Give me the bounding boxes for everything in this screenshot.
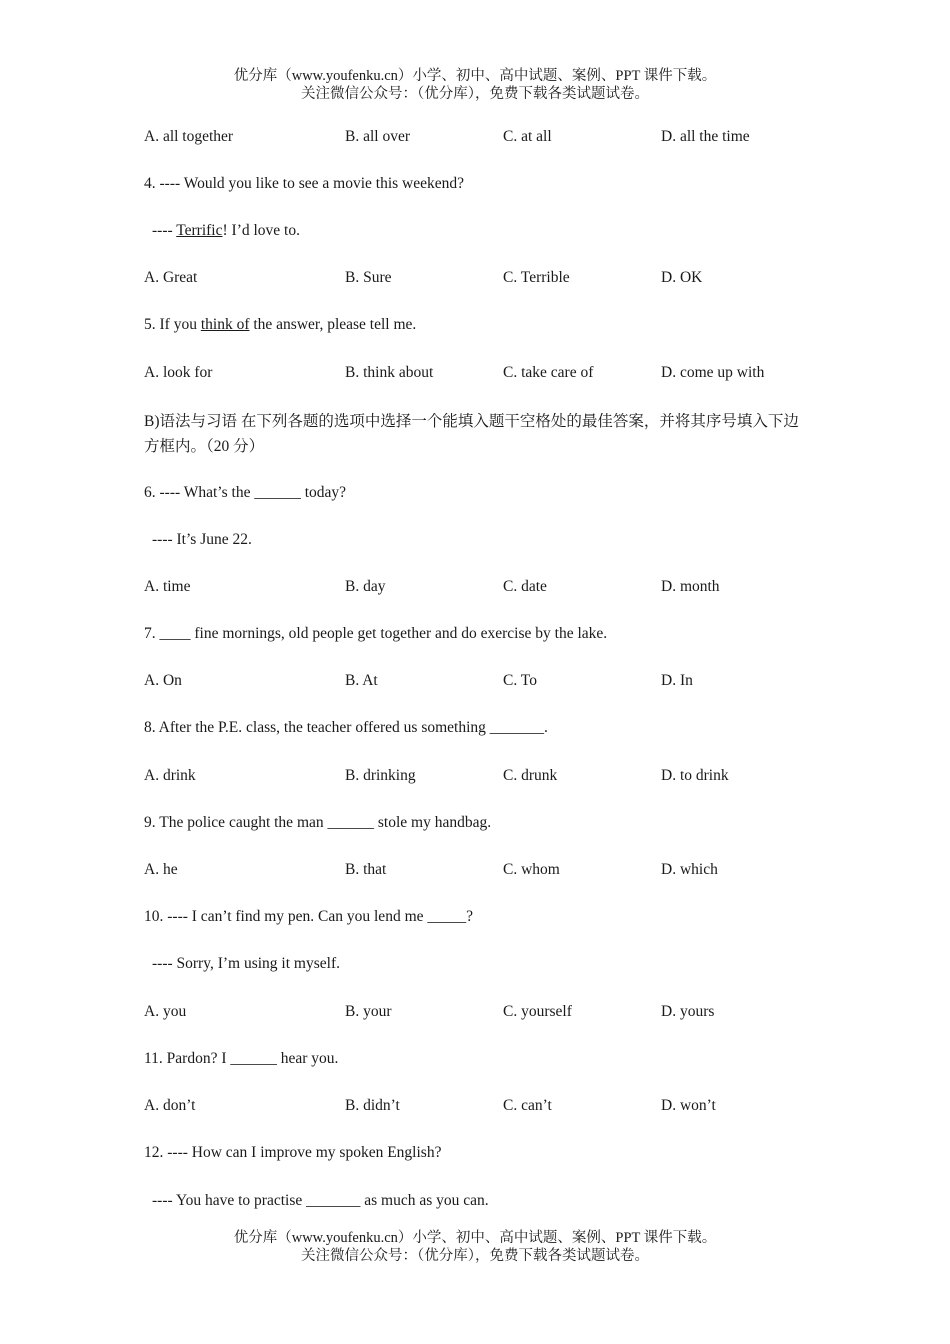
q4-stem: 4. ---- Would you like to see a movie this weekend? [144,175,465,192]
q8-option-a: A. drink [144,767,196,784]
footer-line-2: 关注微信公众号：（优分库），免费下载各类试题试卷。 [301,1248,649,1264]
q4-reply-prefix: ---- [152,222,177,239]
q3-option-b: B. all over [345,128,410,145]
q7-option-c: C. To [503,672,537,689]
q11-option-b: B. didn’t [345,1097,400,1114]
q6-reply: ---- It’s June 22. [152,531,252,548]
q6-option-c: C. date [503,578,547,595]
q4-option-b: B. Sure [345,269,392,286]
q9-stem: 9. The police caught the man ______ stole my handbag. [144,814,492,831]
q8-stem: 8. After the P.E. class, the teacher offered us something _______. [144,719,548,736]
q9-option-b: B. that [345,861,387,878]
q11-stem: 11. Pardon? I ______ hear you. [144,1050,339,1067]
q4-option-d: D. OK [661,269,703,286]
q10-stem: 10. ---- I can’t find my pen. Can you lend me _____? [144,908,474,925]
q5-option-c: C. take care of [503,364,594,381]
q10-option-c: C. yourself [503,1003,572,1020]
q10-option-b: B. your [345,1003,392,1020]
q7-option-b: B. At [345,672,378,689]
q6-stem: 6. ---- What’s the ______ today? [144,484,347,501]
q8-option-b: B. drinking [345,767,416,784]
q12-reply: ---- You have to practise _______ as much as you can. [152,1192,489,1209]
q4-option-c: C. Terrible [503,269,570,286]
header-line-2: 关注微信公众号：（优分库），免费下载各类试题试卷。 [301,86,649,102]
q11-option-a: A. don’t [144,1097,196,1114]
q3-option-a: A. all together [144,128,234,145]
q4-option-a: A. Great [144,269,198,286]
page-header [0,67,950,103]
q3-option-d: D. all the time [661,128,750,145]
page-footer [0,1229,950,1265]
q10-reply: ---- Sorry, I’m using it myself. [152,955,340,972]
q5-stem-underlined: think of [200,316,250,333]
q5-stem-suffix: the answer, please tell me. [249,316,417,333]
q7-stem: 7. ____ fine mornings, old people get together and do exercise by the lake. [144,625,608,642]
q4-reply [152,221,300,241]
header-line-1: 优分库（www.youfenku.cn）小学、初中、高中试题、案例、PPT 课件下载。 [233,68,717,84]
q9-option-c: C. whom [503,861,560,878]
q10-option-a: A. you [144,1003,187,1020]
q9-option-a: A. he [144,861,178,878]
q3-option-c: C. at all [503,128,552,145]
q8-option-d: D. to drink [661,767,729,784]
q6-option-d: D. month [661,578,720,595]
section-b-instructions: B)语法与习语 在下列各题的选项中选择一个能填入题干空格处的最佳答案，并将其序号填入下边方框内。（20 分） [144,413,799,455]
q5-option-d: D. come up with [661,364,765,381]
q9-option-d: D. which [661,861,718,878]
q5-option-a: A. look for [144,364,213,381]
q7-option-a: A. On [144,672,182,689]
q12-stem: 12. ---- How can I improve my spoken English? [144,1144,442,1161]
q5-stem [144,315,416,335]
q5-stem-prefix: 5. If you [144,316,201,333]
q5-option-b: B. think about [345,364,434,381]
q6-option-a: A. time [144,578,191,595]
q11-option-c: C. can’t [503,1097,552,1114]
q4-reply-suffix: ! I’d love to. [222,222,300,239]
q10-option-d: D. yours [661,1003,715,1020]
q4-reply-underlined: Terrific [176,222,223,239]
q8-option-c: C. drunk [503,767,558,784]
q11-option-d: D. won’t [661,1097,716,1114]
footer-line-1: 优分库（www.youfenku.cn）小学、初中、高中试题、案例、PPT 课件下载。 [233,1230,717,1246]
q7-option-d: D. In [661,672,693,689]
q6-option-b: B. day [345,578,386,595]
